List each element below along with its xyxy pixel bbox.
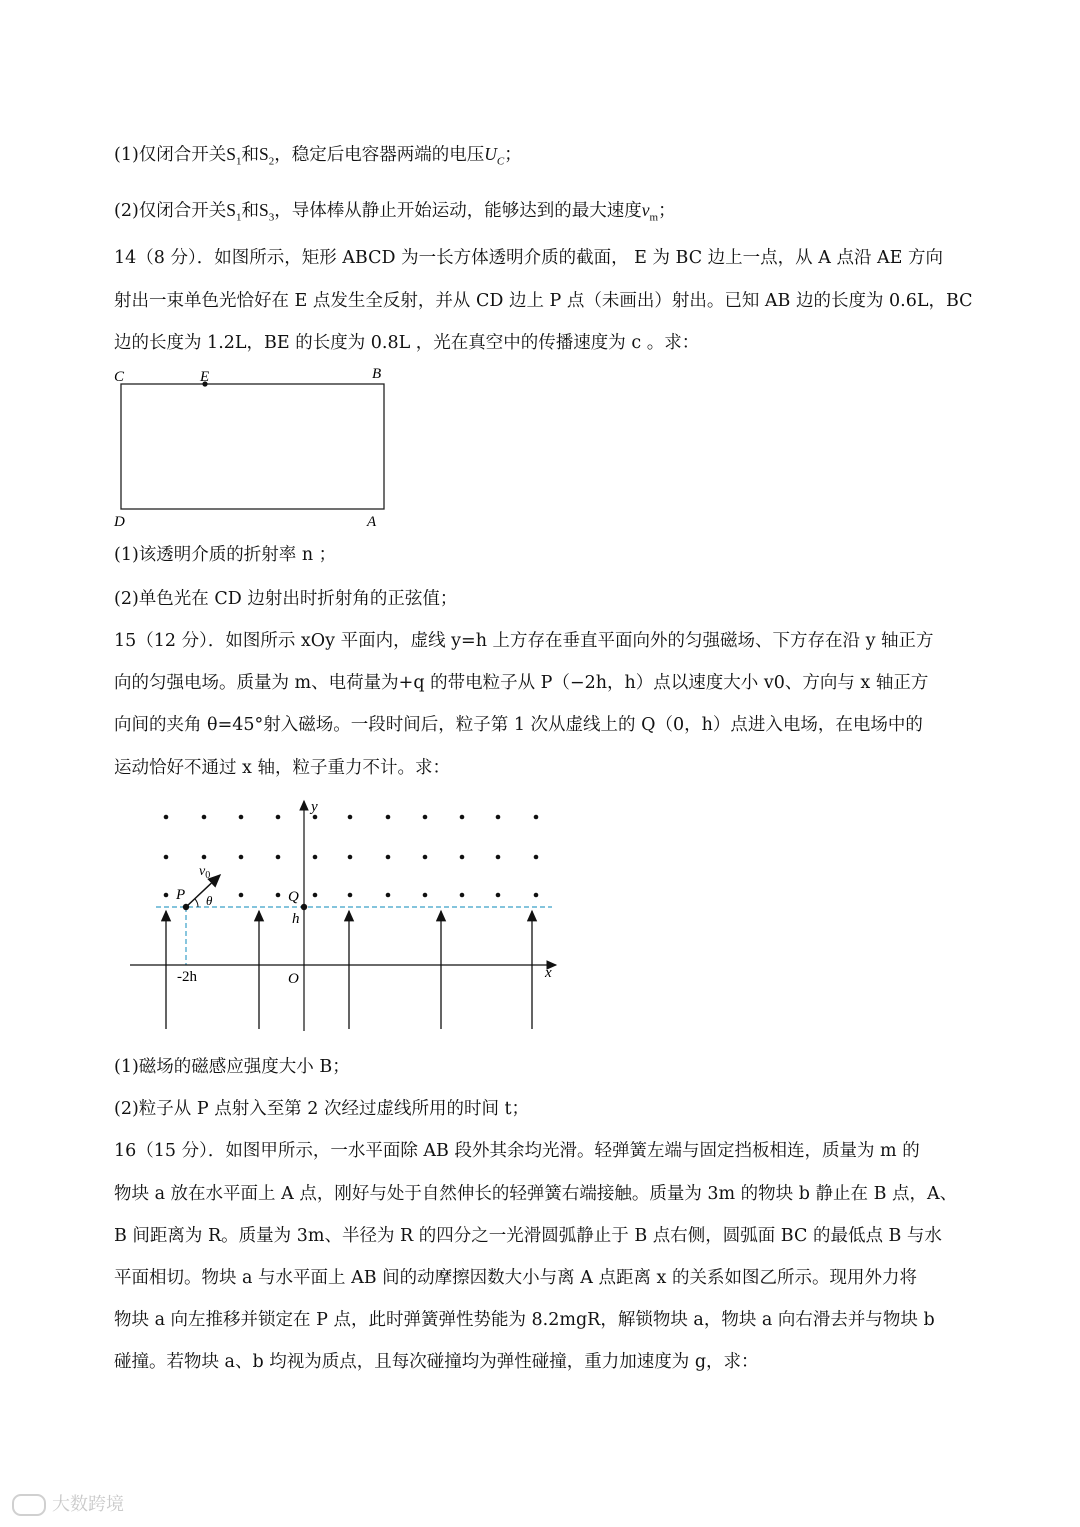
electric-field-arrows (166, 911, 532, 1029)
q14-figure-rectangle (110, 364, 400, 536)
q15-figure-field (120, 795, 570, 1035)
q16-line-3: B 间距离为 R。质量为 3m、半径为 R 的四分之一光滑圆弧静止于 B 点右侧，圆弧面 BC 的最低点 B 与水 (114, 1226, 942, 1246)
label-e: E (200, 369, 210, 385)
q14-item-2: (2)单色光在 CD 边射出时折射角的正弦值； (114, 589, 458, 609)
q14-line-3: 边的长度为 1.2L，BE 的长度为 0.8L ，光在真空中的传播速度为 c 。求： (114, 333, 700, 353)
q14-item-1: (1)该透明介质的折射率 n ； (114, 545, 337, 565)
q13-item-1: (1)仅闭合开关$S_1$和$S_2$，稳定后电容器两端的电压$U_C$； (114, 144, 522, 168)
watermark: 大数跨境 (12, 1490, 124, 1516)
q15-line-3: 向间的夹角 θ=45°射入磁场。一段时间后，粒子第 1 次从虚线上的 Q（0，h）点进入电场，在电场中的 (114, 715, 923, 735)
label-c: C (114, 369, 125, 385)
q16-line-6: 碰撞。若物块 a、b 均视为质点，且每次碰撞均为弹性碰撞，重力加速度为 g，求： (114, 1352, 759, 1372)
q16-line-4: 平面相切。物块 a 与水平面上 AB 间的动摩擦因数大小与离 A 点距离 x 的关系如图乙所示。现用外力将 (114, 1268, 917, 1288)
rectangle-abcd (121, 384, 384, 509)
q15-line-1: 15（12 分）．如图所示 xOy 平面内，虚线 y=h 上方存在垂直平面向外的匀强磁场、下方存在沿 y 轴正方 (114, 631, 934, 651)
q16-line-5: 物块 a 向左推移并锁定在 P 点，此时弹簧弹性势能为 8.2mgR，解锁物块 a，物块 a 向右滑去并与物块 b (114, 1310, 935, 1330)
q14-line-2: 射出一束单色光恰好在 E 点发生全反射，并从 CD 边上 P 点（未画出）射出。已知 AB 边的长度为 0.6L，BC (114, 291, 973, 311)
label-a: A (367, 514, 377, 530)
q14-line-1: 14（8 分）．如图所示，矩形 ABCD 为一长方体透明介质的截面， E 为 BC 边上一点，从 A 点沿 AE 方向 (114, 248, 943, 268)
q16-line-1: 16（15 分）．如图甲所示，一水平面除 AB 段外其余均光滑。轻弹簧左端与固定挡板相连，质量为 m 的 (114, 1141, 920, 1161)
label-p: P (176, 887, 186, 903)
label-v0: $v_0$ (199, 864, 211, 881)
label-neg-2h: -2h (177, 969, 197, 985)
label-q: Q (288, 889, 299, 905)
label-x-axis: x (545, 965, 552, 981)
point-q (301, 904, 307, 910)
label-h: h (292, 911, 300, 927)
label-origin: O (288, 971, 299, 987)
q15-line-4: 运动恰好不通过 x 轴，粒子重力不计。求： (114, 758, 450, 778)
label-y-axis: y (311, 799, 318, 815)
q15-line-2: 向的匀强电场。质量为 m、电荷量为+q 的带电粒子从 P（−2h，h）点以速度大小 v0、方向与 x 轴正方 (114, 673, 929, 693)
q15-item-1: (1)磁场的磁感应强度大小 B； (114, 1057, 350, 1077)
velocity-arrow (186, 875, 220, 907)
angle-arc (195, 899, 198, 907)
label-b: B (372, 366, 382, 382)
q16-line-2: 物块 a 放在水平面上 A 点，刚好与处于自然伸长的轻弹簧右端接触。质量为 3m 的物块 b 静止在 B 点，A、 (114, 1184, 958, 1204)
magnetic-field-dots (164, 815, 539, 898)
watermark-logo-icon (12, 1494, 46, 1516)
label-d: D (114, 514, 125, 530)
q13-item-2: (2)仅闭合开关$S_1$和$S_3$，导体棒从静止开始运动，能够达到的最大速度$v_m$； (114, 200, 676, 224)
label-theta: θ (206, 893, 213, 908)
q15-item-2: (2)粒子从 P 点射入至第 2 次经过虚线所用的时间 t； (114, 1099, 530, 1119)
